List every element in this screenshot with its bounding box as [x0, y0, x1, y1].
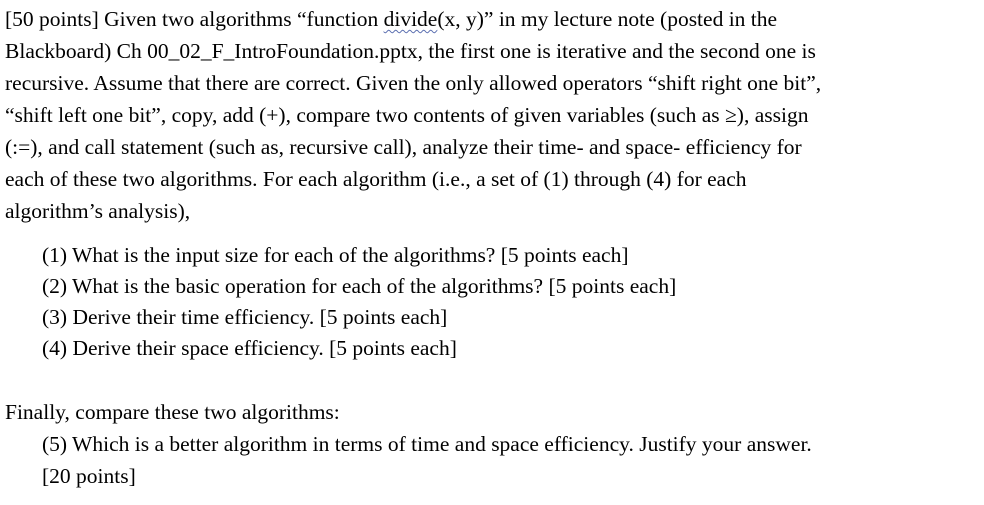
sub-question-4: (4) Derive their space efficiency. [5 points each] — [42, 336, 457, 360]
intro-line-6: each of these two algorithms. For each algorithm (i.e., a set of (1) through (4) for each — [5, 167, 747, 191]
intro-line-3: recursive. Assume that there are correct. Given the only allowed operators “shift right one bit”, — [5, 71, 822, 95]
document-page — [5, 3, 980, 492]
sub-question-5: (5) Which is a better algorithm in terms of time and space efficiency. Justify your answer. — [42, 432, 812, 456]
sub-question-1: (1) What is the input size for each of the algorithms? [5 points each] — [42, 243, 629, 267]
function-name-divide: divide — [383, 7, 438, 31]
final-comparison-intro: Finally, compare these two algorithms: — [5, 400, 340, 424]
sub-question-5-points: [20 points] — [42, 464, 136, 488]
intro-line-4: “shift left one bit”, copy, add (+), compare two contents of given variables (such as ≥), assign — [5, 103, 809, 127]
sub-question-3: (3) Derive their time efficiency. [5 points each] — [42, 305, 448, 329]
final-question-list — [42, 428, 980, 492]
sub-question-list — [42, 240, 980, 364]
intro-line-7: algorithm’s analysis), — [5, 199, 191, 223]
intro-line-1 — [5, 3, 980, 35]
intro-line-1-start: [50 points] Given two algorithms “function — [5, 7, 384, 31]
intro-line-1-end: (x, y)” in my lecture note (posted in the — [437, 7, 778, 31]
intro-line-5: (:=), and call statement (such as, recursive call), analyze their time- and space- efficiency for — [5, 135, 802, 159]
intro-line-2: Blackboard) Ch 00_02_F_IntroFoundation.pptx, the first one is iterative and the second one is — [5, 39, 816, 63]
sub-question-2: (2) What is the basic operation for each of the algorithms? [5 points each] — [42, 274, 677, 298]
question-intro — [5, 3, 980, 227]
